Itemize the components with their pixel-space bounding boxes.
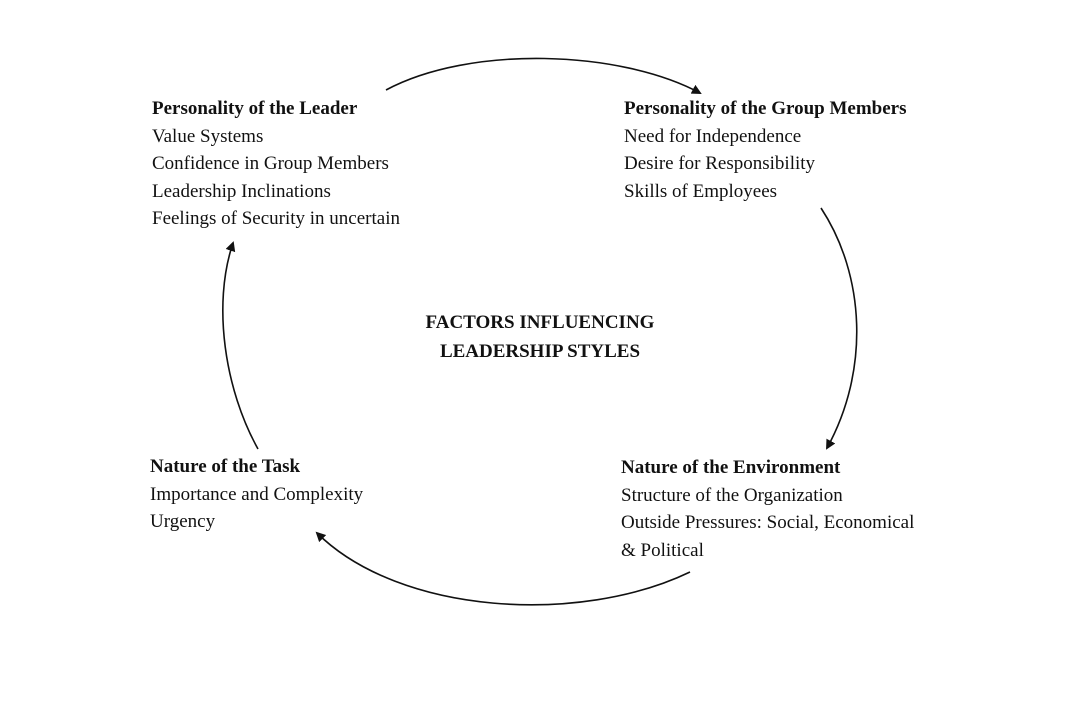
arrow-leader-to-group — [386, 58, 700, 93]
factor-item: Skills of Employees — [624, 180, 778, 202]
factor-nature-of-task — [150, 453, 363, 536]
diagram-title — [330, 308, 750, 366]
factor-item: Desire for Responsibility — [624, 153, 816, 174]
factor-item: Urgency — [150, 511, 216, 532]
factor-heading: Personality of the Group Members — [624, 98, 907, 119]
factor-item: Structure of the Organization — [621, 484, 843, 506]
diagram-title-line: LEADERSHIP STYLES — [439, 341, 641, 362]
factor-nature-of-environment — [621, 454, 914, 564]
factor-item: Importance and Complexity — [150, 483, 364, 505]
factor-personality-of-group-members — [624, 95, 907, 205]
factor-item: Feelings of Security in uncertain — [152, 208, 400, 229]
factor-heading: Nature of the Task — [150, 456, 301, 477]
diagram-title-line: FACTORS INFLUENCING — [425, 312, 655, 333]
factor-item: Leadership Inclinations — [152, 180, 331, 202]
factor-heading: Nature of the Environment — [621, 457, 841, 478]
factor-item: Value Systems — [152, 125, 264, 147]
factor-item: & Political — [621, 539, 704, 561]
factor-heading: Personality of the Leader — [152, 98, 358, 119]
factor-item: Outside Pressures: Social, Economical — [621, 512, 915, 533]
factor-item: Confidence in Group Members — [152, 153, 389, 174]
arrow-group-to-environment — [821, 208, 857, 448]
factor-personality-of-leader — [152, 95, 400, 233]
arrow-task-to-leader — [223, 243, 258, 449]
factor-item: Need for Independence — [624, 125, 802, 147]
